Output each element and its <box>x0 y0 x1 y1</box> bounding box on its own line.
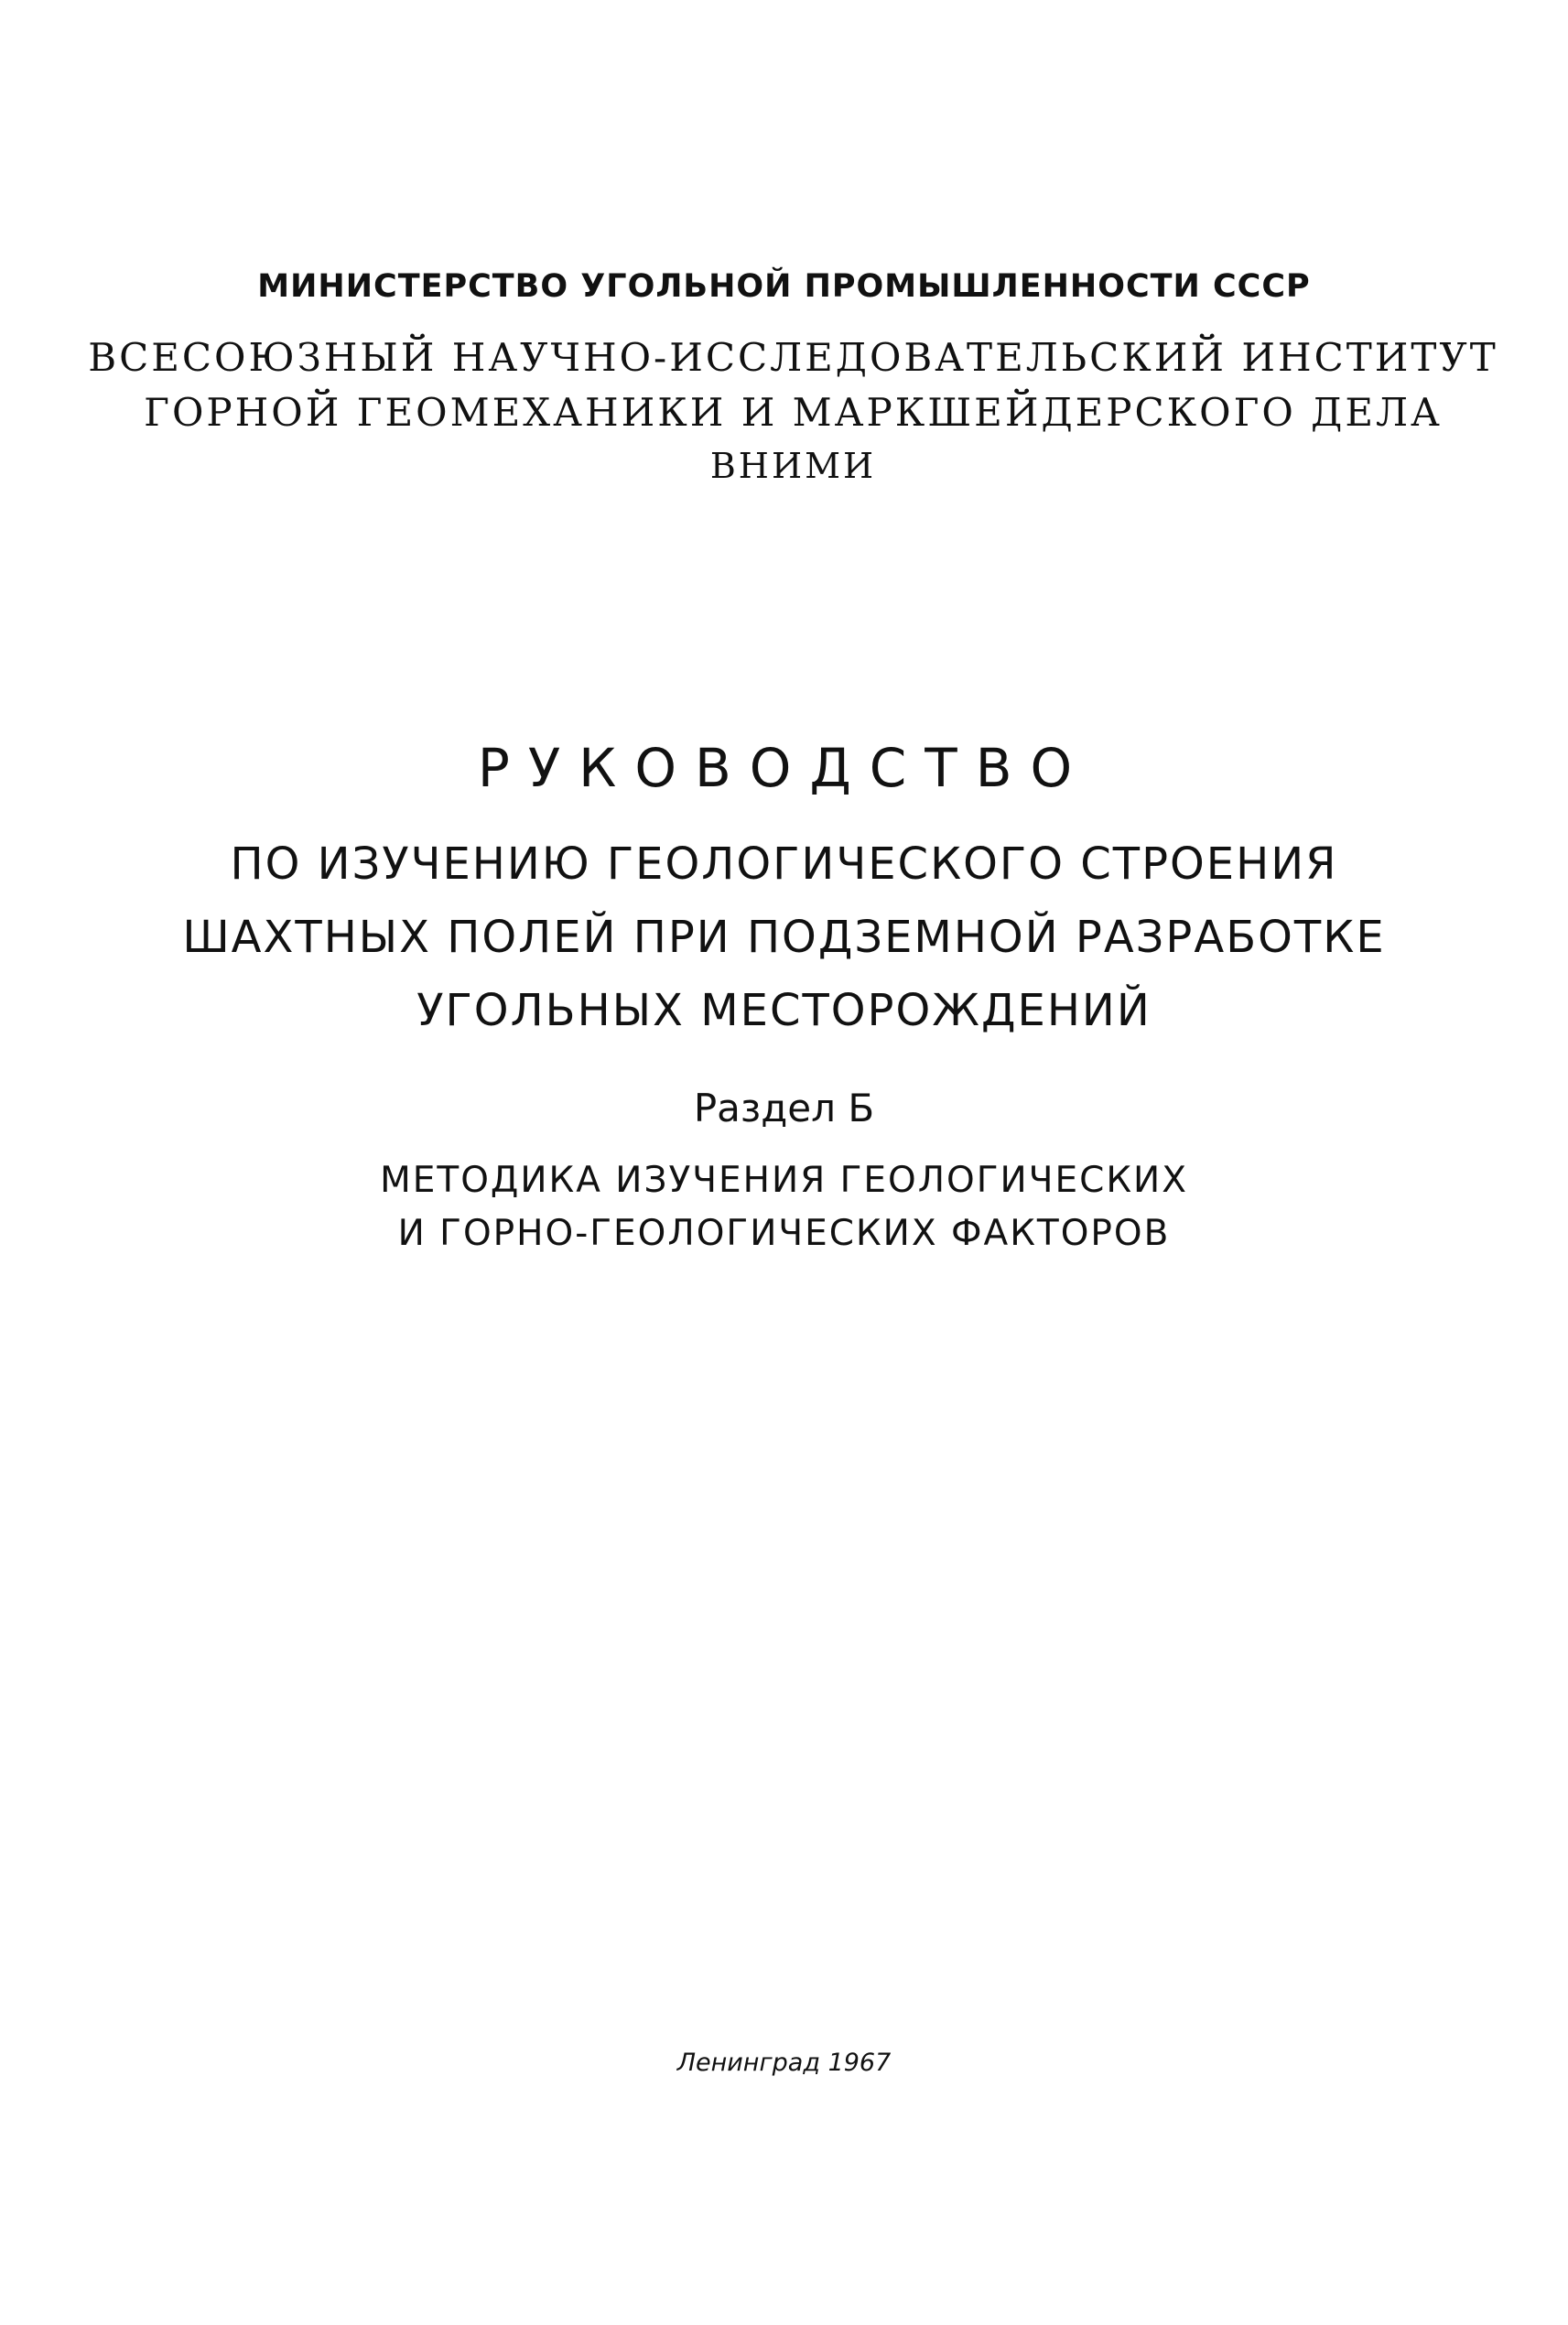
section-title-line-1: МЕТОДИКА ИЗУЧЕНИЯ ГЕОЛОГИЧЕСКИХ <box>380 1160 1188 1201</box>
institute-name-line-2: ГОРНОЙ ГЕОМЕХАНИКИ И МАРКШЕЙДЕРСКОГО ДЕЛА <box>144 390 1443 435</box>
section-title-line-2: И ГОРНО-ГЕОЛОГИЧЕСКИХ ФАКТОРОВ <box>397 1213 1171 1254</box>
document-subtitle-line-1: ПО ИЗУЧЕНИЮ ГЕОЛОГИЧЕСКОГО СТРОЕНИЯ <box>230 838 1338 890</box>
institute-abbreviation: ВНИМИ <box>709 446 877 486</box>
publication-imprint: Ленинград 1967 <box>676 2049 892 2077</box>
document-subtitle-line-3: УГОЛЬНЫХ МЕСТОРОЖДЕНИЙ <box>416 985 1152 1036</box>
document-subtitle-line-2: ШАХТНЫХ ПОЛЕЙ ПРИ ПОДЗЕМНОЙ РАЗРАБОТКЕ <box>182 912 1386 963</box>
institute-name-line-1: ВСЕСОЮЗНЫЙ НАУЧНО-ИССЛЕДОВАТЕЛЬСКИЙ ИНСТИТУТ <box>88 335 1498 380</box>
document-title: РУКОВОДСТВО <box>477 737 1091 799</box>
section-label: Раздел Б <box>693 1086 875 1130</box>
ministry-heading: МИНИСТЕРСТВО УГОЛЬНОЙ ПРОМЫШЛЕННОСТИ СССР <box>257 268 1311 305</box>
